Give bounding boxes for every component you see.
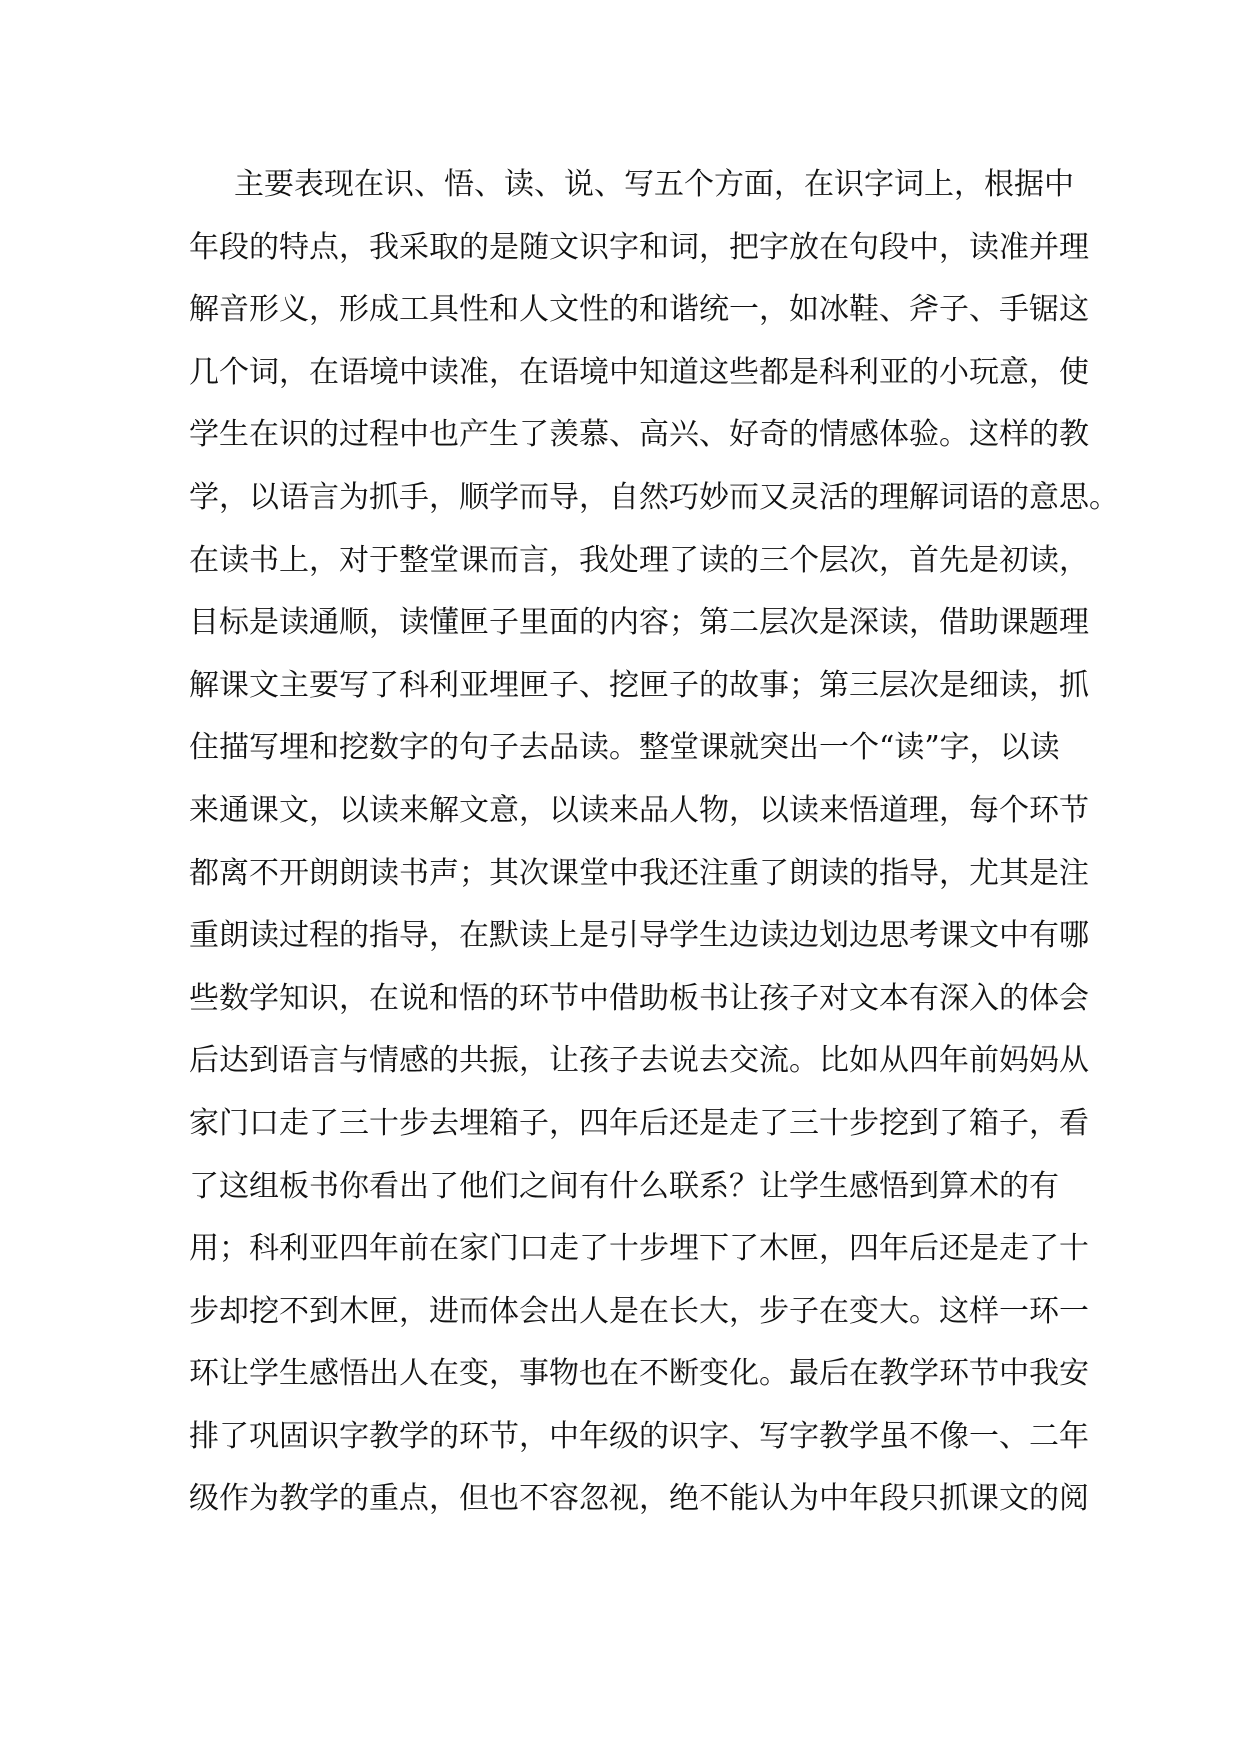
text-line: 环让学生感悟出人在变，事物也在不断变化。最后在教学环节中我安	[189, 1356, 1089, 1392]
text-line: 住描写埋和挖数字的句子去品读。整堂课就突出一个“读”字，以读	[189, 730, 1060, 766]
text-line: 解音形义，形成工具性和人文性的和谐统一，如冰鞋、斧子、手锯这	[189, 292, 1089, 328]
text-line: 年段的特点，我采取的是随文识字和词，把字放在句段中，读准并理	[189, 229, 1089, 265]
text-line: 目标是读通顺，读懂匣子里面的内容；第二层次是深读，借助课题理	[189, 605, 1089, 641]
text-line: 解课文主要写了科利亚埋匣子、挖匣子的故事；第三层次是细读，抓	[189, 667, 1089, 703]
text-line: 些数学知识，在说和悟的环节中借助板书让孩子对文本有深入的体会	[189, 980, 1089, 1016]
text-line: 学，以语言为抓手，顺学而导，自然巧妙而又灵活的理解词语的意思。	[189, 479, 1119, 515]
text-line: 学生在识的过程中也产生了羡慕、高兴、好奇的情感体验。这样的教	[189, 417, 1089, 453]
text-line: 在读书上，对于整堂课而言，我处理了读的三个层次，首先是初读，	[189, 542, 1089, 578]
text-line: 级作为教学的重点，但也不容忽视，绝不能认为中年段只抓课文的阅	[189, 1481, 1089, 1517]
text-line: 都离不开朗朗读书声；其次课堂中我还注重了朗读的指导，尤其是注	[189, 855, 1089, 891]
text-line: 了这组板书你看出了他们之间有什么联系？让学生感悟到算术的有	[189, 1168, 1059, 1204]
text-line: 排了巩固识字教学的环节，中年级的识字、写字教学虽不像一、二年	[189, 1418, 1089, 1454]
text-line: 后达到语言与情感的共振，让孩子去说去交流。比如从四年前妈妈从	[189, 1043, 1089, 1079]
text-line: 重朗读过程的指导，在默读上是引导学生边读边划边思考课文中有哪	[189, 918, 1089, 954]
text-line: 步却挖不到木匣，进而体会出人是在长大，步子在变大。这样一环一	[189, 1293, 1089, 1329]
text-line: 家门口走了三十步去埋箱子，四年后还是走了三十步挖到了箱子，看	[189, 1105, 1089, 1141]
text-line: 几个词，在语境中读准，在语境中知道这些都是科利亚的小玩意，使	[189, 354, 1089, 390]
text-line: 来通课文，以读来解文意，以读来品人物，以读来悟道理，每个环节	[189, 792, 1089, 828]
body-paragraph	[189, 154, 1119, 1531]
text-line: 用；科利亚四年前在家门口走了十步埋下了木匣，四年后还是走了十	[189, 1231, 1089, 1267]
text-line: 主要表现在识、悟、读、说、写五个方面，在识字词上，根据中	[234, 167, 1074, 202]
